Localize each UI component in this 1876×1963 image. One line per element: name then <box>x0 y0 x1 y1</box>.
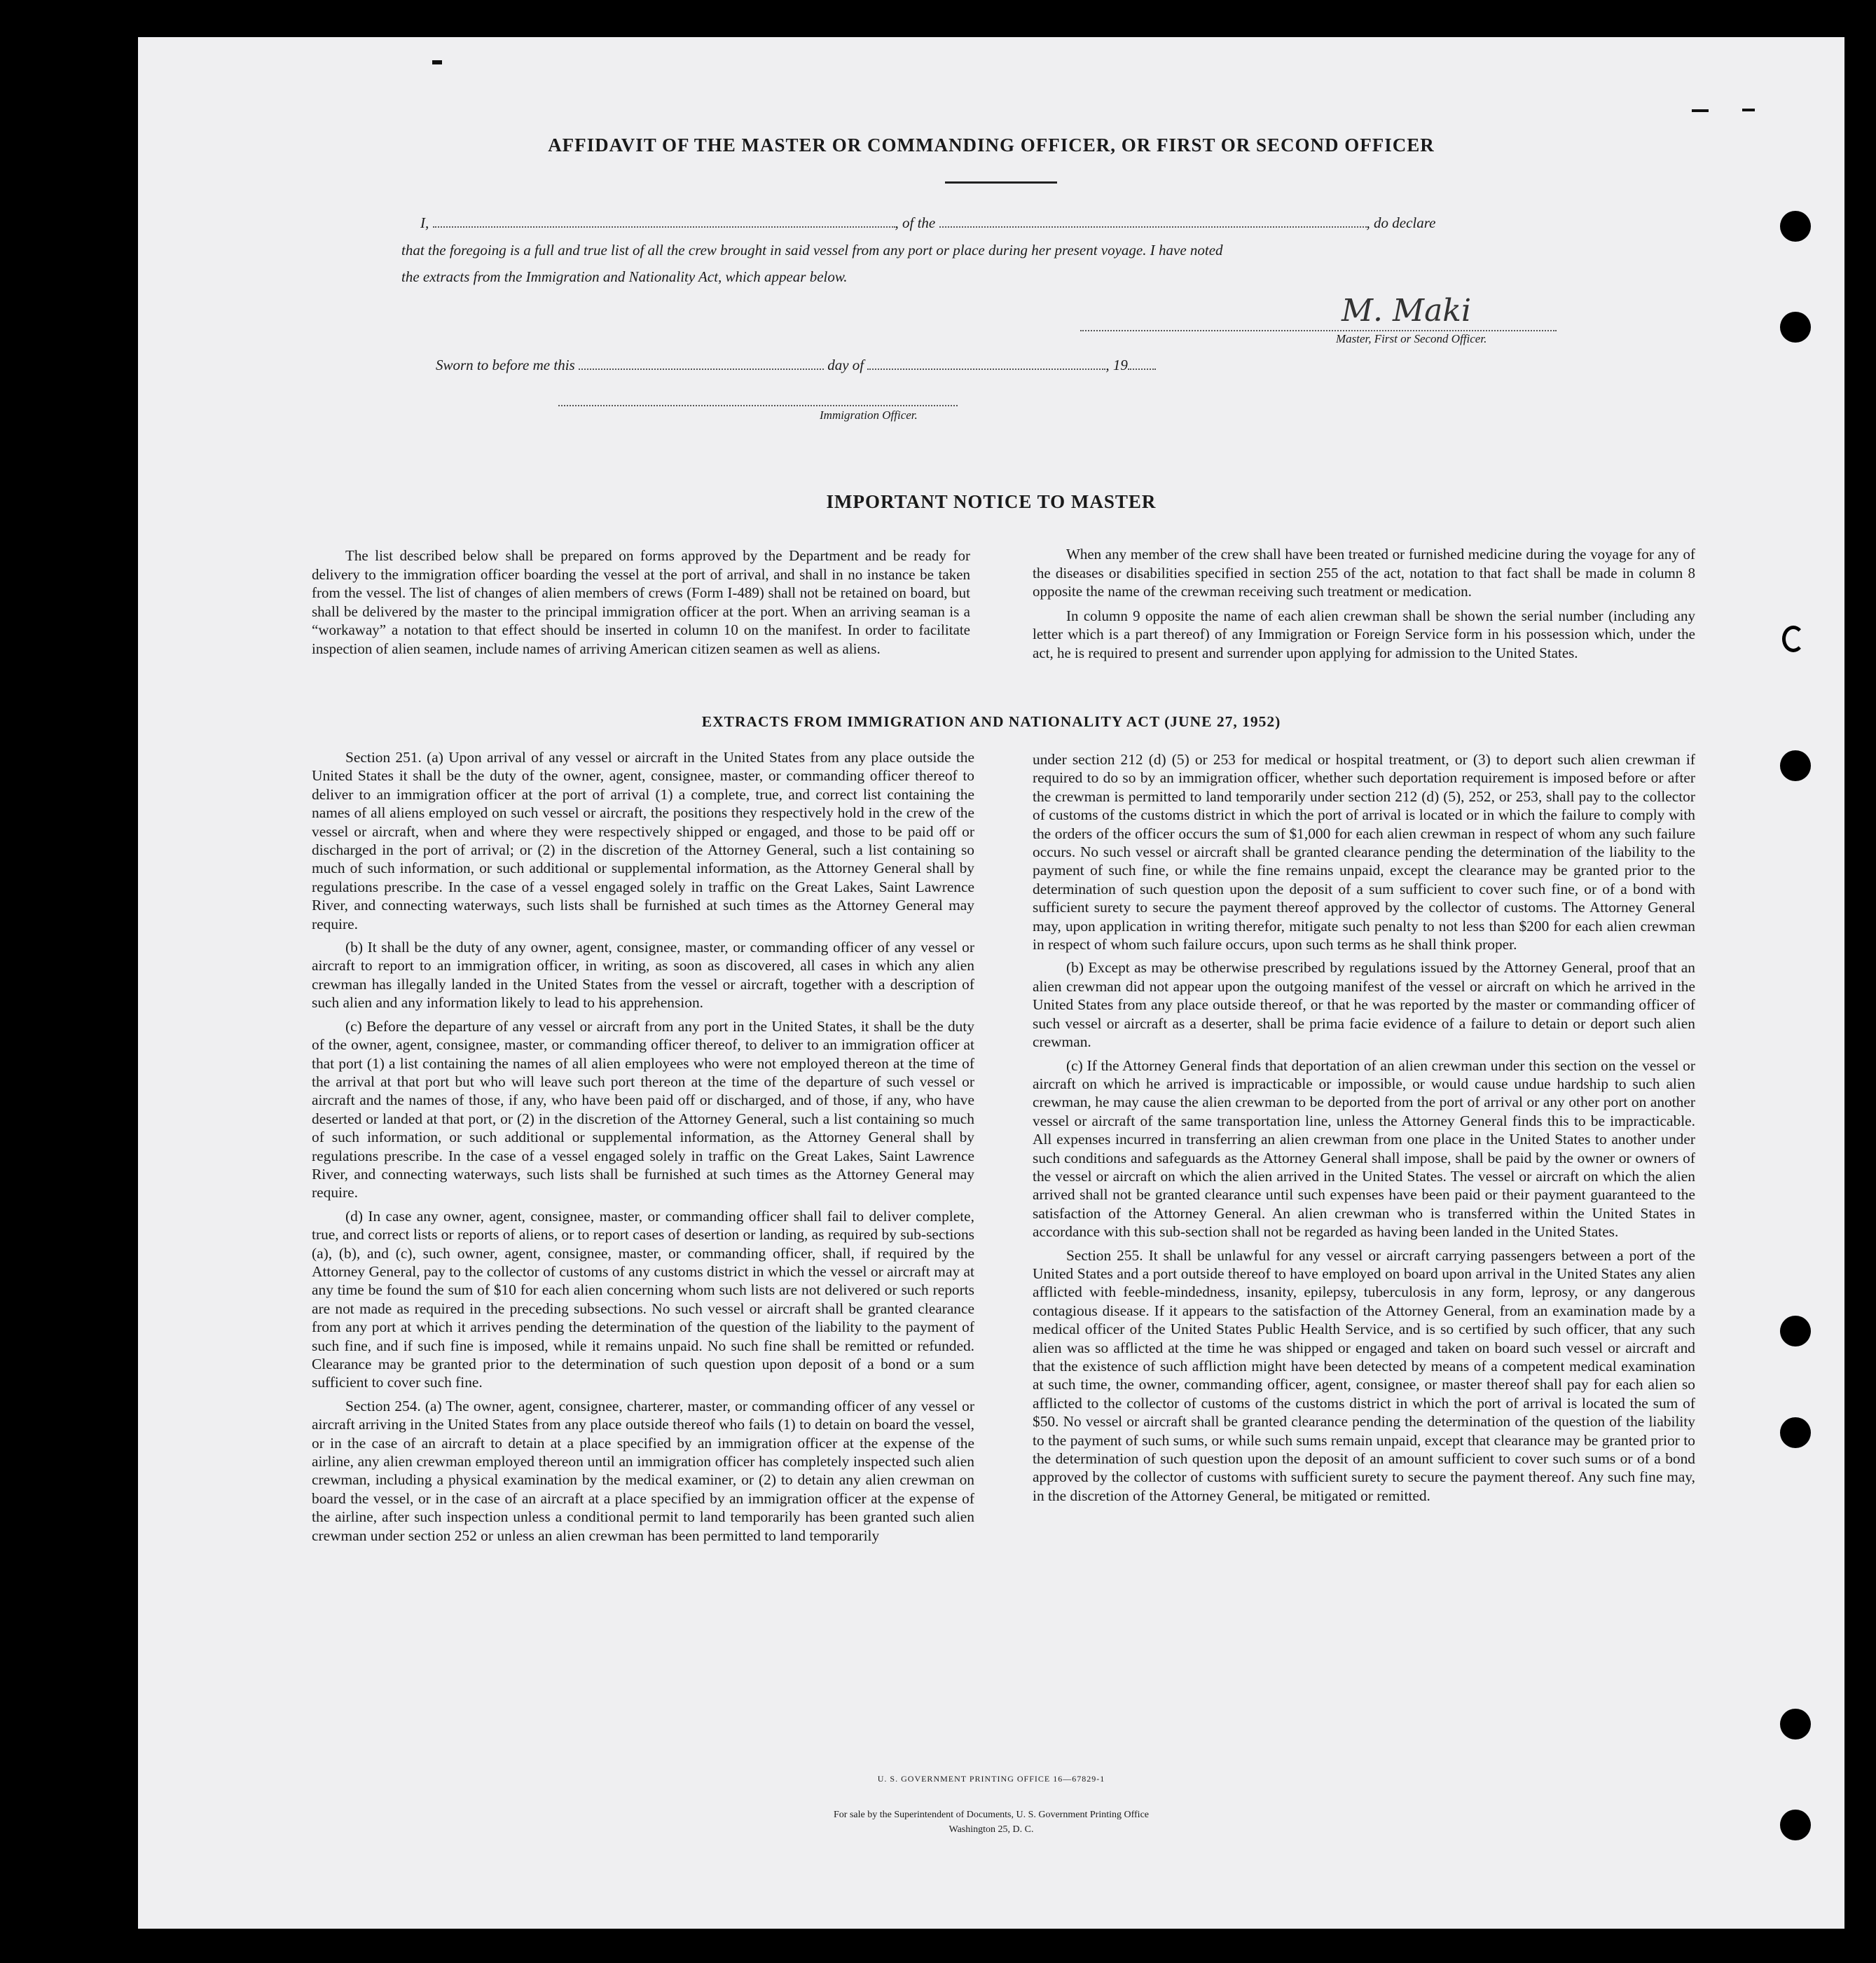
section-251-d: (d) In case any owner, agent, consignee, master, or commanding officer shall fail to deliver complete, true, and correct lists or reports of aliens, or to report cases of desertion or landing, as required by sub-sections (a), (b), and (c), such owner, agent, consignee, master, or commanding officer, shall, if required by the Attorney General, pay to the collector of customs of any customs district in which the vessel or aircraft may at any time be found the sum of $10 for each alien concerning whom such lists are not delivered or such reports are not made as required in the preceding subsections. No such vessel or aircraft shall be granted clearance from any port at which it arrives pending the determination of the question of the liability to the payment of such fine, and if such fine is imposed, while it remains unpaid. No such fine shall be remitted or refunded. Clearance may be granted prior to the determination of such question upon deposit of a bond or a sum sufficient to cover such fine. <box>312 1207 974 1391</box>
affidavit-line-1 <box>420 214 1435 232</box>
section-251-a: Section 251. (a) Upon arrival of any vessel or aircraft in the United States from any place outside the United States it shall be the duty of the owner, agent, consignee, master, or commanding officer thereof to deliver to an immigration officer at the port of arrival (1) a complete, true, and correct list containing the names of all aliens employed on such vessel or aircraft, the positions they respectively hold in the crew of the vessel or aircraft, when and where they were respectively shipped or engaged, and those to be paid off or discharged in the port of arrival; or (2) in the discretion of the Attorney General, such a list containing so much of such information, or such additional or supplemental information, as the Attorney General shall by regulations prescribe. In the case of a vessel engaged solely in traffic on the Great Lakes, Saint Lawrence River, and connecting waterways, such lists shall be furnished at such times as the Attorney General may require. <box>312 749 974 932</box>
day-of-text: day of <box>827 357 864 373</box>
partial-hole-mark <box>1782 626 1805 652</box>
extracts-title: EXTRACTS FROM IMMIGRATION AND NATIONALITY ACT (JUNE 27, 1952) <box>701 713 1281 730</box>
handwritten-signature: M. Maki <box>1342 293 1472 329</box>
affidavit-do-declare: , do declare <box>1366 214 1436 231</box>
binder-hole <box>1780 1316 1811 1346</box>
scan-mark <box>1742 109 1755 111</box>
day-blank[interactable] <box>579 369 824 370</box>
notice-title: IMPORTANT NOTICE TO MASTER <box>826 491 1157 512</box>
sale-notice-1: For sale by the Superintendent of Documents, U. S. Government Printing Office <box>834 1810 1149 1820</box>
notice-left-column <box>312 546 970 663</box>
scan-mark <box>432 60 442 64</box>
affidavit-body-1: that the foregoing is a full and true list of all the crew brought in said vessel from any port or place during her present voyage. I have noted <box>401 242 1223 259</box>
officer-signature-line <box>558 405 958 406</box>
section-254-a: Section 254. (a) The owner, agent, consignee, charterer, master, or commanding officer of any vessel or aircraft arriving in the United States from any place outside thereof who fails (1) to detain on board the vessel, or in the case of an aircraft to detain at a place specified by an immigration officer at the expense of the airline, any alien crewman employed thereon until an immigration officer has completely inspected such alien crewman, including a physical examination by the medical examiner, or (2) to detain any alien crewman on board the vessel, or in the case of an aircraft at a place specified by an immigration officer at the expense of the airline, after such inspection unless a conditional permit to land temporarily has been granted such alien crewman under section 252 or unless an alien crewman has been permitted to land temporarily <box>312 1397 974 1544</box>
notice-right-text-2: In column 9 opposite the name of each alien crewman shall be shown the serial number (including any letter which is a part thereof) of any Immigration or Foreign Service form in his possession which, under the act, he is required to present and surrender upon applying for admission to the United States. <box>1033 607 1695 661</box>
document-page <box>138 37 1844 1929</box>
section-254-b: (b) Except as may be otherwise prescribed by regulations issued by the Attorney General, proof that an alien crewman did not appear upon the outgoing manifest of the vessel or aircraft on which he arrived in the United States from any place outside thereof, or that he was reported by the master or commanding officer of such vessel or aircraft as a deserter, shall be prima facie evidence of a failure to detain or deport such alien crewman. <box>1033 959 1695 1051</box>
year-text: , 19 <box>1105 357 1128 373</box>
binder-hole <box>1780 1709 1811 1740</box>
notice-right-column <box>1033 545 1695 667</box>
binder-hole <box>1780 1417 1811 1448</box>
binder-hole <box>1780 211 1811 242</box>
year-blank[interactable] <box>1128 369 1156 370</box>
section-251-c: (c) Before the departure of any vessel or aircraft from any port in the United States, it shall be the duty of the owner, agent, consignee, master, or commanding officer thereof, to deliver to an immigration officer at that port (1) a list containing the names of all alien employees who were not employed thereon at the time of the arrival at that port but who will leave such port thereon at the time of the departure of such vessel or aircraft and the names of those, if any, who have been paid off or discharged, and of those, if any, who have deserted or landed at that port, or (2) in the discretion of the Attorney General, such a list containing so much of such information, or such additional or supplemental information, as the Attorney General shall by regulations prescribe. In the case of a vessel engaged solely in traffic on the Great Lakes, Saint Lawrence River, and connecting waterways, such lists shall be furnished at such times as the Attorney General may require. <box>312 1017 974 1201</box>
scan-mark <box>1692 109 1709 112</box>
month-blank[interactable] <box>867 369 1105 370</box>
sale-notice-2: Washington 25, D. C. <box>949 1824 1034 1835</box>
title-rule <box>945 181 1057 184</box>
immigration-officer-label: Immigration Officer. <box>820 408 918 422</box>
section-255: Section 255. It shall be unlawful for any vessel or aircraft carrying passengers between a port of the United States and a port outside thereof to have employed on board upon arrival in the United States any alien afflicted with feeble-mindedness, insanity, epilepsy, tuberculosis in any form, leprosy, or any dangerous contagious disease. If it appears to the satisfaction of the Attorney General, from an examination made by a medical officer of the United States Public Health Service, and is so certified by such officer, that any such alien was so afflicted at the time he was shipped or engaged and taken on board such vessel or aircraft and that the existence of such affliction might have been detected by means of a competent medical examination at such time, the owner, commanding officer, agent, consignee, or master thereof shall pay for each alien so afflicted to the collector of customs of the customs district in which the port of arrival is located the sum of $50. No vessel or aircraft shall be granted clearance pending the determination of the question of the liability to the payment of such sums, or while such sums remain unpaid, except that clearance may be granted prior to the determination of such question upon the deposit of an amount sufficient to cover such sums or of a bond approved by the collector of customs with sufficient surety to secure the payment thereof. Any such fine may, in the discretion of the Attorney General, be mitigated or remitted. <box>1033 1246 1695 1504</box>
gpo-imprint: U. S. GOVERNMENT PRINTING OFFICE 16—67829-1 <box>877 1774 1105 1784</box>
affidavit-body-2: the extracts from the Immigration and Nationality Act, which appear below. <box>401 268 848 285</box>
master-label: Master, First or Second Officer. <box>1336 332 1487 345</box>
binder-hole <box>1780 312 1811 343</box>
binder-hole <box>1780 750 1811 781</box>
notice-left-text: The list described below shall be prepared on forms approved by the Department and be ready for delivery to the immigration officer boarding the vessel at the port of arrival, and shall in no instance be taken from the vessel. The list of changes of alien members of crews (Form I-489) shall not be retained on board, but shall be delivered by the master to the principal immigration officer at the port. When an arriving seaman is a “workaway” a notation to that effect should be inserted in column 10 on the manifest. In order to facilitate inspection of alien seamen, include names of arriving American citizen seamen as well as aliens. <box>312 547 970 657</box>
extracts-right-column <box>1033 750 1695 1510</box>
section-254-c: (c) If the Attorney General finds that deportation of an alien crewman under this section on the vessel or aircraft on which he arrived is impracticable or impossible, or would cause undue hardship to such alien crewman, he may cause the alien crewman to be deported from the port of arrival or any other port on another vessel or aircraft of the same transportation line, unless the Attorney General finds this to be impracticable. All expenses incurred in transferring an alien crewman from one place in the United States to another under such conditions and safeguards as the Attorney General shall impose, shall be paid by the owner or owners of the vessel or aircraft on which the alien arrived in the United States. The vessel or aircraft on which the alien arrived shall not be granted clearance until such expenses have been paid or their payment guaranteed to the satisfaction of the Attorney General. An alien crewman who is transferred within the United States in accordance with this sub-section shall not be regarded as having been landed in the United States. <box>1033 1056 1695 1241</box>
extracts-left-column <box>312 748 974 1550</box>
signature-line <box>1080 330 1557 331</box>
affidavit-i: I, <box>420 214 429 231</box>
sworn-text: Sworn to before me this <box>436 357 575 373</box>
section-251-b: (b) It shall be the duty of any owner, agent, consignee, master, or commanding officer of any vessel or aircraft to report to an immigration officer, in writing, as soon as discovered, all cases in which any alien crewman has illegally landed in the United States from the vessel or aircraft, together with a description of such alien and any information likely to lead to his apprehension. <box>312 939 974 1012</box>
affidavit-title: AFFIDAVIT OF THE MASTER OR COMMANDING OFFICER, OR FIRST OR SECOND OFFICER <box>548 135 1435 156</box>
sworn-line <box>436 357 1156 374</box>
section-254-a-cont: under section 212 (d) (5) or 253 for medical or hospital treatment, or (3) to deport such alien crewman if required to do so by an immigration officer, whether such deportation requirement is imposed before or after the crewman is permitted to land temporarily under section 212 (d) (5), 252, or 253, shall pay to the collector of customs of the customs district in which the port of arrival is located or in which the failure to comply with the orders of the officer occurs the sum of $1,000 for each alien crewman in respect of whom any such failure occurs. No such vessel or aircraft shall be granted clearance pending the determination of the liability to the payment of such fine, or while the fine remains unpaid, except the clearance may be granted prior to the determination of such question upon the deposit of a sum sufficient to cover such fine, or of a bond with sufficient surety to secure the payment thereof approved by the collector of customs. The Attorney General may, upon application in writing therefor, mitigate such penalty to not less than $200 for each alien crewman in respect of whom such failure occurs, upon such terms as he shall think proper. <box>1033 751 1695 953</box>
binder-hole <box>1780 1810 1811 1840</box>
notice-right-text-1: When any member of the crew shall have been treated or furnished medicine during the voyage for any of the diseases or disabilities specified in section 255 of the act, notation to that fact shall be made in column 8 opposite the name of the crewman receiving such treatment or medication. <box>1033 546 1695 600</box>
name-blank[interactable] <box>433 226 895 228</box>
affidavit-of-the: , of the <box>895 214 936 231</box>
vessel-blank[interactable] <box>939 226 1367 228</box>
